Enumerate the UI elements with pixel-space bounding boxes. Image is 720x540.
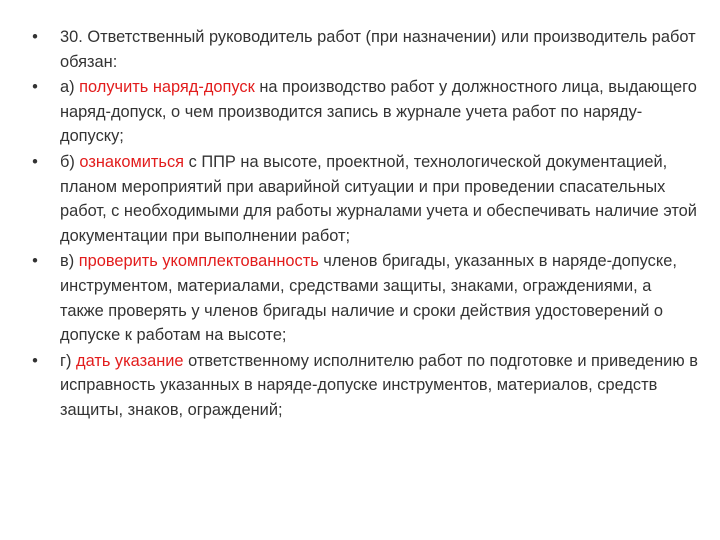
item-highlight: получить наряд-допуск [79, 78, 255, 97]
item-rest: ответственному исполнителю работ по подготовке и приведению в исправность указанных в наряде-допуске инструментов, материалов, средств защиты, знаков, ограждений; [60, 351, 698, 419]
item-rest: с ППР на высоте, проектной, технологической документацией, планом мероприятий при аварийной ситуации и при проведении спасательных работ, с необходимыми для работы журналами учета и обеспечивать наличие этой документации при выполнении работ; [60, 152, 697, 245]
list-item [28, 75, 698, 149]
bullet-list [28, 25, 698, 424]
item-prefix: в) [60, 252, 79, 271]
bullet-dot-icon: • [32, 152, 38, 171]
item-highlight: проверить укомплектованность [78, 252, 319, 271]
item-rest: на производство работ у должностного лица, выдающего наряд-допуск, о чем производится запись в журнале учета работ по наряду-допуску; [60, 78, 697, 146]
bullet-dot-icon: • [32, 78, 38, 97]
bullet-dot-icon: • [32, 28, 38, 46]
item-prefix: а) [60, 78, 80, 97]
list-item [28, 150, 698, 248]
item-rest: членов бригады, указанных в наряде-допуске, инструментом, материалами, средствами защиты, знаками, ограждениями, а также проверять у членов бригады наличие и сроки действия удостоверений о допуске к работам на высоте; [60, 252, 677, 345]
item-highlight: дать указание [76, 351, 184, 370]
item-highlight: ознакомиться [79, 152, 185, 171]
item-text: 30. Ответственный руководитель работ (при назначении) или производитель работ обязан: [60, 28, 696, 71]
bullet-dot-icon: • [32, 252, 38, 271]
list-item [28, 249, 698, 347]
bullet-dot-icon: • [32, 351, 38, 370]
list-item [28, 349, 698, 423]
list-item [28, 25, 698, 74]
item-prefix: б) [60, 152, 80, 171]
item-prefix: г) [60, 351, 76, 370]
